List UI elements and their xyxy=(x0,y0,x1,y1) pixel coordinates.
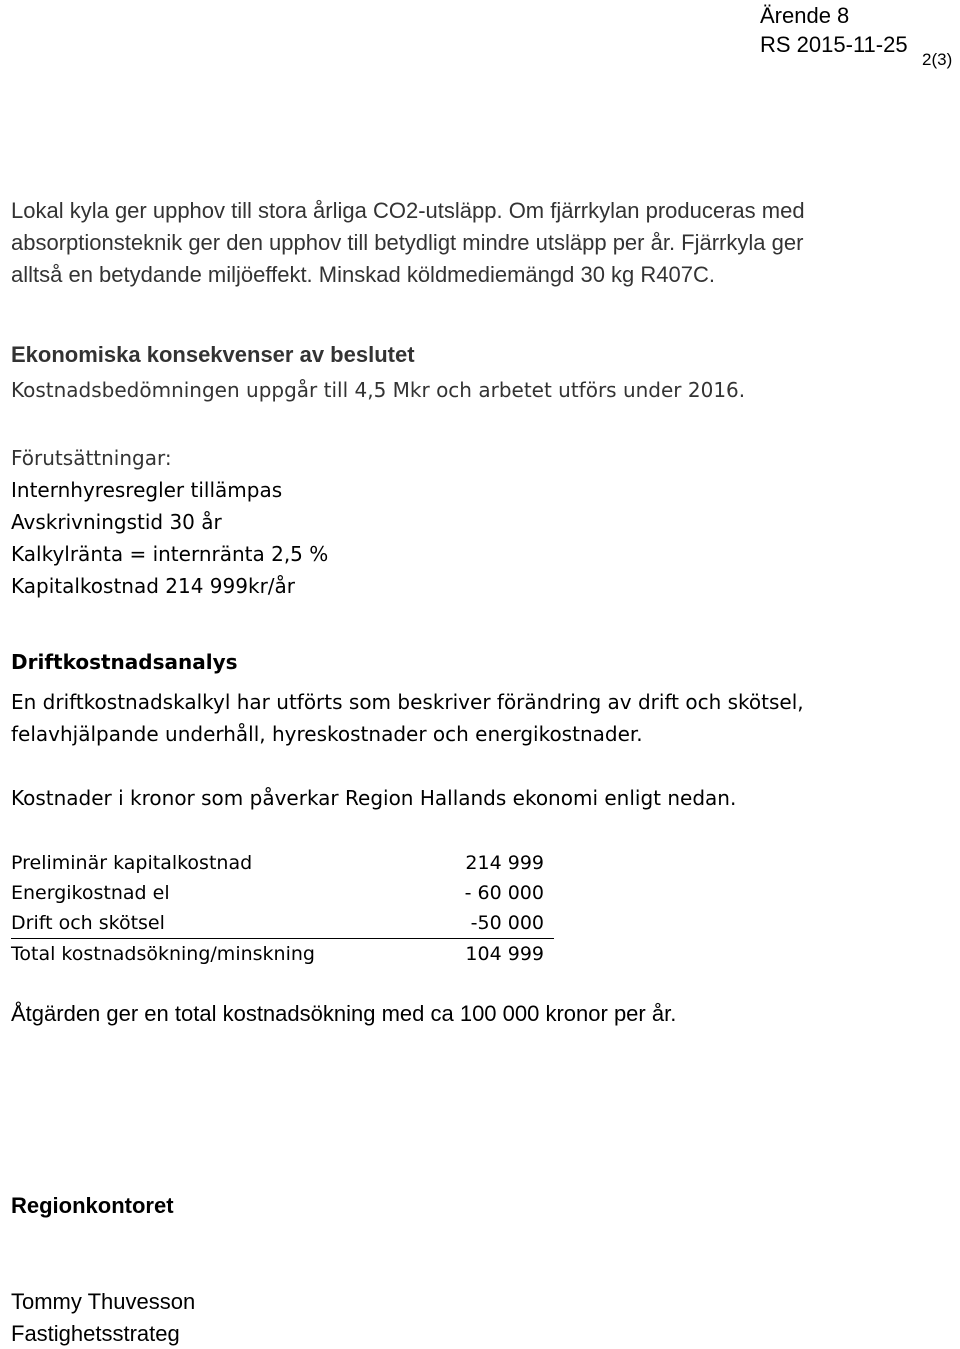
cost-value: -50 000 xyxy=(470,912,544,934)
office-name: Regionkontoret xyxy=(11,1193,174,1218)
total-value: 104 999 xyxy=(431,939,554,970)
cost-value: - 60 000 xyxy=(464,882,544,904)
costs-intro: Kostnader i kronor som påverkar Region Hallands ekonomi enligt nedan. xyxy=(11,786,737,810)
analysis-line-1: En driftkostnadskalkyl har utförts som beskriver förändring av drift och skötsel, xyxy=(11,690,804,714)
signatory-title: Fastighetsstrateg xyxy=(11,1321,180,1346)
cost-table xyxy=(11,848,554,969)
table-row xyxy=(11,878,554,908)
intro-line-3: alltså en betydande miljöeffekt. Minskad köldmediemängd 30 kg R407C. xyxy=(11,262,715,287)
assumption-item: Kapitalkostnad 214 999kr/år xyxy=(11,574,296,598)
cost-value: 214 999 xyxy=(465,852,544,874)
table-row xyxy=(11,848,554,878)
signatory-name: Tommy Thuvesson xyxy=(11,1289,196,1314)
date-reference: RS 2015-11-25 xyxy=(760,32,908,57)
intro-line-1: Lokal kyla ger upphov till stora årliga CO2-utsläpp. Om fjärrkylan produceras med xyxy=(11,198,805,223)
intro-line-2: absorptionsteknik ger den upphov till betydligt mindre utsläpp per år. Fjärrkyla ger xyxy=(11,230,804,255)
economics-text: Kostnadsbedömningen uppgår till 4,5 Mkr och arbetet utförs under 2016. xyxy=(11,378,746,402)
economics-heading: Ekonomiska konsekvenser av beslutet xyxy=(11,342,415,367)
cost-label: Energikostnad el xyxy=(11,882,170,904)
total-label: Total kostnadsökning/minskning xyxy=(11,939,431,970)
case-number: Ärende 8 xyxy=(760,3,850,28)
assumption-item: Avskrivningstid 30 år xyxy=(11,510,222,534)
assumption-item: Internhyresregler tillämpas xyxy=(11,478,283,502)
cost-label: Drift och skötsel xyxy=(11,912,165,934)
assumption-item: Kalkylränta = internränta 2,5 % xyxy=(11,542,329,566)
total-row xyxy=(11,939,554,970)
page-number: 2(3) xyxy=(922,50,953,69)
conclusion-text: Åtgärden ger en total kostnadsökning med ca 100 000 kronor per år. xyxy=(11,1001,677,1026)
analysis-heading: Driftkostnadsanalys xyxy=(11,650,238,674)
table-row xyxy=(11,908,554,939)
assumptions-label: Förutsättningar: xyxy=(11,446,172,470)
cost-label: Preliminär kapitalkostnad xyxy=(11,852,253,874)
analysis-line-2: felavhjälpande underhåll, hyreskostnader och energikostnader. xyxy=(11,722,643,746)
